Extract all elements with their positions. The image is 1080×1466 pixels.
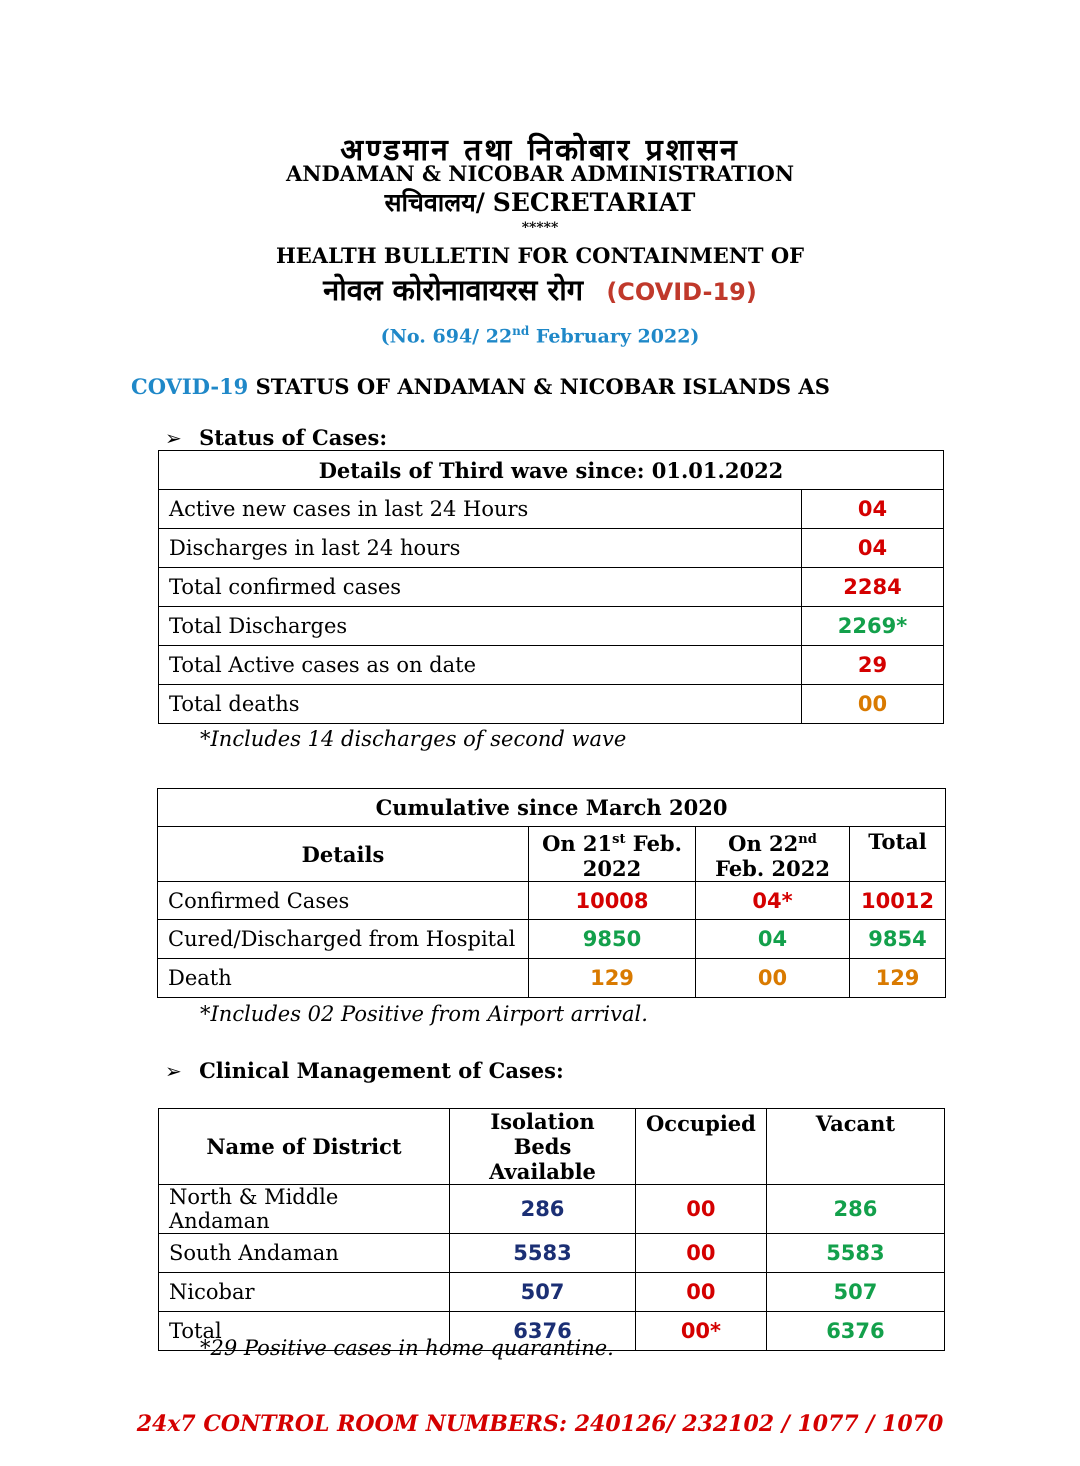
district-name: Nicobar [159,1273,450,1312]
secretariat-hindi: सचिवालय [384,188,476,217]
bulletin-number [0,324,1080,347]
col-beds-line2: Available [489,1159,596,1184]
disease-hindi: नोवल कोरोनावायरस रोग [323,273,584,307]
row-value: 2284 [802,568,944,607]
value-22: 04* [696,882,850,920]
table-row [159,646,944,685]
value-21: 10008 [529,882,696,920]
district-name: North & Middle Andaman [159,1185,450,1234]
col-isolation-beds [450,1109,636,1185]
row-label: Total confirmed cases [159,568,802,607]
value-21: 9850 [529,920,696,959]
vacant-value: 5583 [766,1234,944,1273]
value-22: 00 [696,959,850,998]
row-label: Confirmed Cases [158,882,529,920]
arrow-bullet-icon: ➢ [165,426,182,450]
table-title-row [158,789,946,827]
table-row [159,490,944,529]
district-name: South Andaman [159,1234,450,1273]
row-value: 04 [802,490,944,529]
col-vacant: Vacant [766,1109,944,1185]
row-label: Death [158,959,529,998]
col-total: Total [850,827,946,882]
row-label: Discharges in last 24 hours [159,529,802,568]
bulletin-no-suffix: February 2022) [529,325,700,348]
control-room-numbers: 24x7 CONTROL ROOM NUMBERS: 240126/ 232102 / 1077 / 1070 [136,1411,944,1437]
table-row [158,882,946,920]
clinical-table [158,1108,945,1351]
value-21: 129 [529,959,696,998]
row-label: Active new cases in last 24 Hours [159,490,802,529]
covid-label: (COVID-19) [606,278,757,306]
col-21-suffix: Feb. [625,831,682,856]
secretariat-label: SECRETARIAT [492,188,696,217]
status-heading-rest: STATUS OF ANDAMAN & NICOBAR ISLANDS AS [248,374,830,399]
table-row [158,959,946,998]
row-label: Cured/Discharged from Hospital [158,920,529,959]
status-cases-heading [165,425,387,450]
value-22: 04 [696,920,850,959]
table-row [159,1185,945,1234]
row-label: Total Discharges [159,607,802,646]
col-21-feb [529,827,696,882]
bulletin-no-sup: nd [512,324,530,338]
col-22-sup: nd [798,832,817,847]
row-value: 29 [802,646,944,685]
cumulative-footnote: *Includes 02 Positive from Airport arrival. [200,1002,648,1026]
table-row [159,1234,945,1273]
status-cases-heading-text: Status of Cases: [199,425,388,450]
occupied-value: 00 [636,1234,767,1273]
row-value: 00 [802,685,944,724]
col-details: Details [158,827,529,882]
secretariat-sep: / [475,188,485,217]
beds-value: 507 [450,1273,636,1312]
third-wave-title: Details of Third wave since: 01.01.2022 [159,451,944,490]
status-heading-prefix: COVID-19 [131,374,249,399]
status-cases-footnote: *Includes 14 discharges of second wave [200,727,627,751]
value-total: 9854 [850,920,946,959]
disease-line [0,270,1080,309]
table-title-row [159,451,944,490]
row-label: Total deaths [159,685,802,724]
row-value: 2269* [802,607,944,646]
col-21-prefix: On 21 [542,831,613,856]
bulletin-title: HEALTH BULLETIN FOR CONTAINMENT OF [275,243,805,268]
col-district: Name of District [159,1109,450,1185]
stars-divider: ***** [521,220,559,236]
table-row [159,685,944,724]
beds-value: 5583 [450,1234,636,1273]
value-total: 10012 [850,882,946,920]
table-header-row [159,1109,945,1185]
vacant-value: 6376 [766,1312,944,1351]
cumulative-title: Cumulative since March 2020 [158,789,946,827]
status-heading [131,374,830,399]
admin-title: ANDAMAN & NICOBAR ADMINISTRATION [285,161,795,186]
table-row [159,529,944,568]
col-occupied: Occupied [636,1109,767,1185]
hindi-admin-title: अण्डमान तथा निकोबार प्रशासन [340,133,740,168]
beds-value: 286 [450,1185,636,1234]
col-22-feb [696,827,850,882]
beds-value: 6376 [450,1312,636,1351]
occupied-value: 00 [636,1273,767,1312]
status-cases-table [158,450,944,724]
row-value: 04 [802,529,944,568]
col-22-date: Feb. 2022 [715,856,830,881]
arrow-bullet-icon: ➢ [165,1059,182,1083]
vacant-value: 507 [766,1273,944,1312]
col-21-sup: st [612,832,626,847]
table-header-row [158,827,946,882]
clinical-footnote: *29 Positive cases in home quarantine. [200,1336,614,1360]
col-22-prefix: On 22 [728,831,799,856]
occupied-value: 00* [636,1312,767,1351]
row-label: Total Active cases as on date [159,646,802,685]
table-row [159,1273,945,1312]
clinical-heading-text: Clinical Management of Cases: [199,1058,564,1083]
col-beds-line1: Isolation Beds [490,1109,595,1159]
occupied-value: 00 [636,1185,767,1234]
district-name: Total [159,1312,450,1351]
col-21-year: 2022 [582,856,642,881]
bulletin-no-prefix: (No. 694/ 22 [380,325,513,348]
secretariat-line [0,185,1080,219]
cumulative-table [157,788,946,998]
table-row [159,568,944,607]
table-row [159,607,944,646]
value-total: 129 [850,959,946,998]
table-row [158,920,946,959]
vacant-value: 286 [766,1185,944,1234]
clinical-heading [165,1058,564,1083]
